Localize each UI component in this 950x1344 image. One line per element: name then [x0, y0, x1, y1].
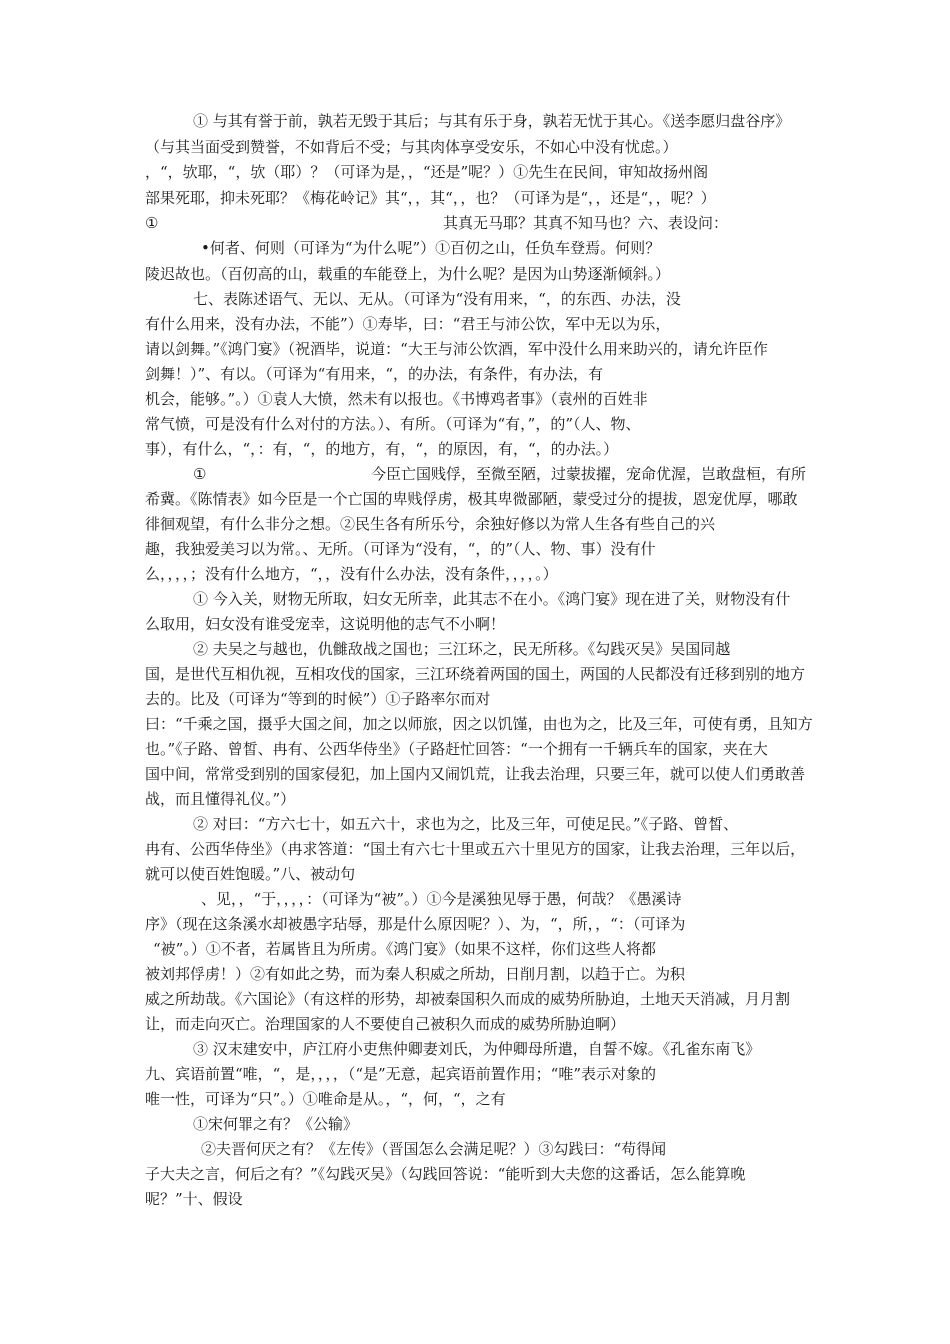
- text-line: 子大夫之言，何后之有？”《勾践灭吴》（勾践回答说：“能听到大夫您的这番话，怎么能算晚: [145, 1165, 746, 1183]
- text-line: 去的。比及（可译为“等到的时候”）①子路率尔而对: [145, 690, 491, 708]
- text-line: 事），有什么，“，：有，“，的地方，有，“，的原因，有，“，的办法。）: [145, 440, 619, 458]
- text-line: 机会，能够。”。）①袁人大愤，然未有以报也。《书博鸡者事》（袁州的百姓非: [145, 390, 648, 408]
- text-line: 国中间，常常受到别的国家侵犯，加上国内又闹饥荒，让我去治理，只要三年，就可以使人们勇敢善: [145, 765, 806, 783]
- text-line: 、见，，“于，，，，：（可译为“被”。）①今是溪独见辱于愚，何哉？《愚溪诗: [201, 890, 682, 908]
- text-line: 冉有、公西华侍坐》（冉求答道：“国土有六七十里或五六十里见方的国家，让我去治理，三年以后，: [145, 840, 806, 858]
- text-line: 呢？”十、假设: [145, 1190, 243, 1208]
- text-line: 剑舞！）”、有以。（可译为“有用来，“，的办法，有条件，有办法，有: [145, 365, 604, 383]
- text-line: •何者、何则（可译为“为什么呢”）①百仞之山，任负车登焉。何则？: [201, 239, 661, 257]
- text-line: ② 对曰：“方六七十，如五六十，求也为之，比及三年，可使足民。”《子路、曾皙、: [193, 815, 739, 833]
- text-line: ①: [145, 214, 159, 232]
- text-line: 趣，我独爱美习以为常。、无所。（可译为“没有，“，的”（人、物、事）没有什: [145, 540, 656, 558]
- text-line: ① 与其有誉于前，孰若无毁于其后；与其有乐于身，孰若无忧于其心。《送李愿归盘谷序》: [193, 112, 791, 130]
- text-line: ③ 汉末建安中，庐江府小吏焦仲卿妻刘氏，为仲卿母所遣，自誓不嫁。《孔雀东南飞》: [193, 1040, 761, 1058]
- text-line: 么，，，，；没有什么地方，“，，没有什么办法，没有条件，，，，。）: [145, 565, 558, 583]
- text-line: （与其当面受到赞誉，不如背后不受；与其肉体享受安乐，不如心中没有忧虑。）: [145, 138, 678, 156]
- text-line: ② 夫吴之与越也，仇雠敌战之国也；三江环之，民无所移。《勾践灭吴》吴国同越: [193, 640, 731, 658]
- text-line: 部果死耶，抑未死耶？《梅花岭记》其“，，其“，，也？（可译为是“，，还是“，，呢？）: [145, 189, 716, 207]
- text-line: 常气愤，可是没有什么对付的方法。）、有所。（可译为“有，”，的”（人、物、: [145, 415, 641, 433]
- text-line: 也。”《子路、曾皙、冉有、公西华侍坐》（子路赶忙回答：“一个拥有一千辆兵车的国家，夹在大: [145, 740, 768, 758]
- text-line: 徘徊观望，有什么非分之想。②民生各有所乐兮，余独好修以为常人生各有些自己的兴: [145, 515, 716, 533]
- text-line: 战，而且懂得礼仪。”）: [145, 790, 296, 808]
- text-line: 希冀。《陈情表》如今臣是一个亡国的卑贱俘虏，极其卑微鄙陋，蒙受过分的提拔，恩宠优厚，哪敢: [145, 490, 798, 508]
- text-line: 国，是世代互相仇视，互相攻伐的国家，三江环绕着两国的国土，两国的人民都没有迁移到别的地方: [145, 665, 806, 683]
- text-line: 其真无马耶？其真不知马也？六、表设问：: [443, 214, 729, 232]
- text-line: 陵迟故也。（百仞高的山，载重的车能登上，为什么呢？是因为山势逐渐倾斜。）: [145, 265, 671, 283]
- text-line: 有什么用来，没有办法，不能”）①寿毕，曰：“君王与沛公饮，军中无以为乐，: [145, 315, 671, 333]
- text-line: 今臣亡国贱俘，至微至陋，过蒙拔擢，宠命优渥，岂敢盘桓，有所: [371, 465, 807, 483]
- text-line: 就可以使百姓饱暖。”八、被动句: [145, 865, 356, 883]
- text-line: 唯一性，可译为“只”。）①唯命是从。，“，何，“，之有: [145, 1090, 506, 1108]
- text-line: 曰：“千乘之国，摄乎大国之间，加之以师旅，因之以饥馑，由也为之，比及三年，可使有勇，且知方: [145, 715, 813, 733]
- text-line: 七、表陈述语气、无以、无从。（可译为“没有用来，“，的东西、办法，没: [193, 290, 681, 308]
- text-line: 序》（现在这条溪水却被愚字玷辱，那是什么原因呢？）、为，“，所，，“：（可译为: [145, 915, 686, 933]
- text-line: 让，而走向灭亡。治理国家的人不要使自己被积久而成的威势所胁迫啊）: [145, 1015, 626, 1033]
- text-line: ①宋何罪之有？《公输》: [193, 1115, 359, 1133]
- text-line: 么取用，妇女没有谁受宠幸，这说明他的志气不小啊！: [145, 615, 506, 633]
- text-line: 请以剑舞。”《鸿门宴》（祝酒毕，说道：“大王与沛公饮酒，军中没什么用来助兴的，请允许臣作: [145, 340, 768, 358]
- text-line: “被”。）①不者，若属皆且为所虏。《鸿门宴》（如果不这样，你们这些人将都: [153, 940, 656, 958]
- text-line: 威之所劫哉。《六国论》（有这样的形势，却被秦国积久而成的威势所胁迫，土地天天消减，月月割: [145, 990, 791, 1008]
- text-line: 九、宾语前置“唯，“，是，，，，（“是”无意，起宾语前置作用；“唯”表示对象的: [145, 1065, 657, 1083]
- text-line: 被刘邦俘虏！）②有如此之势，而为秦人积威之所劫，日削月割，以趋于亡。为积: [145, 965, 686, 983]
- text-line: ①: [193, 465, 207, 483]
- text-line: ① 今入关，财物无所取，妇女无所幸，此其志不在小。《鸿门宴》现在进了关，财物没有什: [193, 590, 791, 608]
- text-line: ②夫晋何厌之有？《左传》（晋国怎么会满足呢？）③勾践曰：“苟得闻: [201, 1140, 667, 1158]
- text-line: ，“，欤耶，“，欤（耶）？（可译为是，，“还是”呢？）①先生在民间，审知故扬州阁: [145, 163, 709, 181]
